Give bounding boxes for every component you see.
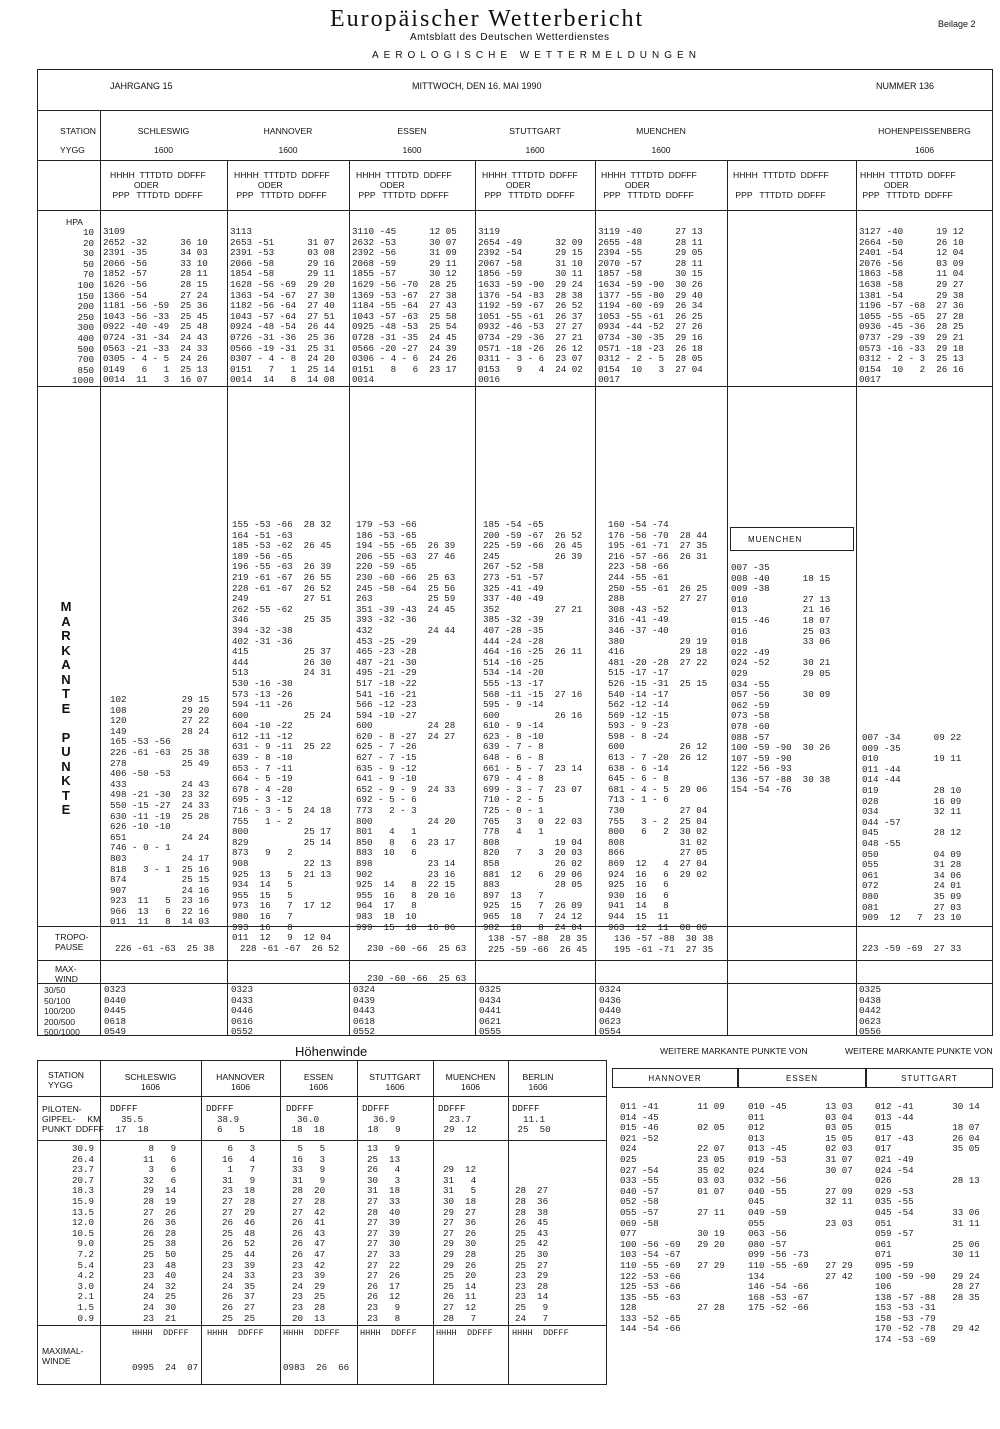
further-points-label-1: WEITERE MARKANTE PUNKTE VON <box>660 1046 808 1056</box>
column-header: HHHH TTTDTD DDFFF ODER PPP TTTDTD DDFFF <box>860 170 956 200</box>
tropopause-label: TROPO- PAUSE <box>55 932 89 952</box>
tropo-hohenpeissenberg: 223 -59 -69 27 33 <box>862 943 962 954</box>
lower-station-stuttgart: STUTTGART 1606 <box>369 1072 421 1092</box>
footer-head: HHHH DDFFF <box>436 1328 493 1338</box>
tropo-stuttgart: 138 -57 -88 28 35 225 -59 -66 26 45 <box>488 933 588 955</box>
column-header: HHHH TTTDTD DDFFF ODER PPP TTTDTD DDFFF <box>482 170 578 200</box>
winds-stuttgart: 13 9 25 13 26 4 30 3 31 18 27 33 28 40 27 39 27 39 27 30 27 33 27 22 27 26 26 17 26 12 23 9 23 8 <box>367 1143 401 1324</box>
tropo-muenchen: 136 -57 -88 30 38 195 -61 -71 27 35 <box>614 933 714 955</box>
pilot-schleswig: DDFFF 35.5 17 18 <box>110 1103 149 1136</box>
pilot-stuttgart: DDFFF 36.9 18 9 <box>362 1103 401 1136</box>
data-hannover: 3113 2653 -51 31 07 2391 -53 03 08 2066 -58 29 16 1854 -58 29 11 1628 -56 -69 29 20 1363 -54 -67 27 30 1182 -56 -64 27 40 1043 -57 -64 27 51 0924 -48 -54 26 44 0726 -31 -36 25 36 0566 -19 -31 25 31 0307 - 4 - 8 24 20 0151 7 1 25 14 0014 14 8 14 08 <box>230 226 335 386</box>
footer-head: HHHH DDFFF <box>207 1328 264 1338</box>
volume-label: JAHRGANG 15 <box>110 81 173 91</box>
date-label: MITTWOCH, DEN 16. MAI 1990 <box>412 81 542 91</box>
markante-hohenpeissenberg: 007 -34 09 22 009 -35 010 19 11 011 -44 014 -44 019 28 10 028 16 09 034 32 11 044 -57 045 28 12 048 -55 050 04 09 055 31 28 061 34 06 072 24 01 080 35 09 081 27 03 909 12 7 23 10 <box>862 732 962 924</box>
further-points-label-2: WEITERE MARKANTE PUNKTE VON <box>845 1046 993 1056</box>
markante-stuttgart: 185 -54 -65 200 -59 -67 26 52 225 -59 -66 26 45 245 26 39 267 -52 -58 273 -51 -57 325 -41 -49 337 -40 -49 352 27 21 385 -32 -39 407 -28 -35 444 -24 -28 464 -16 -25 26 11 514 -16 -25 534 -14 -20 555 -13 -17 568 -11 -15 27 16 595 - 9 -14 600 26 16 610 - 9 -14 623 - 8 -10 639 - 7 - 8 648 - 6 - 8 661 - 5 - 7 23 14 679 - 4 - 8 699 - 3 - 7 23 07 710 - 2 - 5 725 - 0 - 1 765 3 0 22 03 778 4 1 808 19 04 820 7 3 20 03 858 26 02 881 12 6 29 06 883 28 05 897 13 7 925 15 7 26 09 965 18 7 24 12 982 18 8 24 04 <box>483 519 583 933</box>
markante-schleswig: 102 29 15 108 29 20 120 27 22 149 28 24 165 -53 -56 226 -61 -63 25 38 278 25 49 406 -50 -53 433 24 43 498 -21 -30 23 32 550 -15 -27 24 33 630 -11 -19 25 28 626 -10 -10 651 24 24 746 - 0 - 1 803 24 17 818 3 - 1 25 16 874 25 15 907 24 16 923 11 5 23 16 966 13 6 22 16 011 11 8 14 03 <box>110 694 210 928</box>
page-title: Europäischer Wetterbericht <box>330 6 645 32</box>
station-essen: ESSEN 1600 <box>397 126 427 155</box>
layer-levels: 30/50 50/100 100/200 200/500 500/1000 <box>44 985 80 1038</box>
hpa-label: HPA <box>66 217 84 227</box>
lower-station-schleswig: SCHLESWIG 1606 <box>124 1072 177 1092</box>
further-essen-title: ESSEN <box>785 1074 819 1083</box>
markante-punkte-label: M A R K A N T E P U N K T E <box>60 599 72 817</box>
layers-muenchen: 0324 0436 0440 0623 0554 <box>599 984 622 1038</box>
station-hannover: HANNOVER 1600 <box>263 126 313 155</box>
layers-hannover: 0323 0433 0446 0616 0552 <box>231 984 254 1038</box>
station-stuttgart: STUTTGART 1600 <box>509 126 561 155</box>
footer-head: HHHH DDFFF <box>132 1328 189 1338</box>
data-schleswig: 3109 2652 -32 36 10 2391 -35 34 03 2066 -56 33 10 1852 -57 28 11 1626 -56 28 15 1366 -54 27 24 1181 -56 -59 25 36 1043 -56 -33 25 45 0922 -40 -49 25 48 0724 -31 -34 24 43 0563 -21 -33 24 33 0305 - 4 - 5 24 26 0149 6 1 25 13 0014 11 3 16 07 <box>103 226 208 386</box>
layers-stuttgart: 0325 0434 0441 0621 0555 <box>479 984 502 1038</box>
station-hohenpeissenberg: HOHENPEISSENBERG 1606 <box>878 126 971 155</box>
pilot-hannover: DDFFF 38.9 6 5 <box>206 1103 245 1136</box>
further-stuttgart-data: 012 -41 30 14 013 -44 015 18 07 017 -43 26 04 017 35 05 021 -49 024 -54 026 28 13 029 -53 035 -55 045 -54 33 06 051 31 11 059 -57 061 25 06 071 30 11 095 -59 100 -59 -90 29 24 106 28 27 138 -57 -88 28 35 153 -53 -31 158 -53 -79 170 -52 -78 29 42 174 -53 -69 <box>875 1101 980 1346</box>
footer-head: HHHH DDFFF <box>512 1328 569 1338</box>
hoehenwinde-title: Höhenwinde <box>295 1044 368 1059</box>
pilot-berlin: DDFFF 11.1 25 50 <box>512 1103 551 1136</box>
data-stuttgart: 3119 2654 -49 32 09 2392 -54 29 15 2067 -58 31 10 1856 -59 30 11 1633 -59 -90 29 24 1376 -54 -83 28 38 1192 -59 -67 26 52 1051 -55 -61 26 37 0932 -46 -53 27 27 0734 -29 -36 27 21 0571 -18 -26 26 12 0311 - 3 - 6 23 07 0153 9 4 24 02 0016 <box>478 226 583 386</box>
winds-berlin: 28 27 28 36 28 38 26 45 25 43 25 42 25 30 25 27 23 29 23 28 23 14 25 9 24 7 <box>515 1185 549 1324</box>
further-essen-data: 010 -45 13 03 011 03 04 012 03 05 013 15 05 013 -45 02 03 019 -53 31 07 024 30 07 032 -56 040 -55 27 09 045 32 11 049 -59 055 23 03 063 -56 080 -57 099 -56 -73 110 -55 -69 27 29 134 27 42 146 -54 -66 168 -53 -67 175 -52 -66 <box>748 1101 853 1314</box>
pilot-label: PILOTEN- GIPFEL- KM PUNKT DDFFF <box>42 1104 104 1134</box>
maxwinde-schleswig: 0995 24 07 <box>132 1362 199 1373</box>
footer-head: HHHH DDFFF <box>283 1328 340 1338</box>
page-subtitle: Amtsblatt des Deutschen Wetterdienstes <box>410 32 610 43</box>
tropo-schleswig: 226 -61 -63 25 38 <box>115 943 215 954</box>
station-schleswig: SCHLESWIG 1600 <box>137 126 190 155</box>
markante-essen: 179 -53 -66 186 -53 -65 194 -55 -65 26 39 206 -55 -63 27 46 220 -59 -65 230 -60 -66 25 63 245 -58 -64 25 56 263 25 59 351 -39 -43 24 45 393 -32 -36 432 24 44 453 -25 -29 465 -23 -28 487 -21 -30 495 -21 -29 517 -18 -22 541 -16 -21 566 -12 -23 594 -10 -27 600 24 28 620 - 8 -27 24 27 625 - 7 -26 627 - 7 -15 635 - 9 -12 641 - 9 -10 652 - 9 - 9 24 33 692 - 5 - 6 773 2 - 3 800 24 20 801 4 1 850 8 6 23 17 883 10 6 898 23 14 902 23 16 925 14 8 22 15 955 16 8 20 16 964 17 8 983 18 10 999 15 10 16 06 <box>356 519 456 933</box>
markante-muenchen: 160 -54 -74 176 -56 -70 28 44 195 -61 -71 27 35 216 -57 -66 26 31 223 -58 -66 244 -55 -61 250 -55 -61 26 25 288 27 27 308 -43 -52 316 -41 -49 346 -37 -40 380 29 19 416 29 18 481 -20 -28 27 22 515 -17 -17 526 -15 -31 25 15 540 -14 -17 562 -12 -14 569 -12 -15 593 - 9 -23 598 - 8 -24 600 26 12 613 - 7 -20 26 12 638 - 6 -14 645 - 6 - 8 681 - 4 - 5 29 06 713 - 1 - 6 730 27 04 755 3 - 2 25 04 800 6 2 30 02 808 31 02 866 27 05 869 12 4 27 04 924 16 6 29 02 925 16 6 930 16 6 941 14 8 944 15 11 963 12 11 00 00 <box>608 519 708 933</box>
height-levels: 30.9 26.4 23.7 20.7 18.3 15.9 13.5 12.0 10.5 9.0 7.2 5.4 4.2 3.0 2.1 1.5 0.9 <box>71 1143 94 1324</box>
yygg-label: YYGG <box>60 145 85 155</box>
column-header: HHHH TTTDTD DDFFF ODER PPP TTTDTD DDFFF <box>234 170 330 200</box>
section-title: AEROLOGISCHE WETTERMELDUNGEN <box>372 50 701 61</box>
lower-station-berlin: BERLIN 1606 <box>522 1072 554 1092</box>
lower-station-label: STATION YYGG <box>48 1070 84 1090</box>
winds-muenchen: 29 12 31 4 31 5 30 18 29 27 27 36 27 26 29 30 29 28 29 26 25 20 25 14 26 11 27 12 28 7 <box>443 1164 477 1324</box>
supplement-label: Beilage 2 <box>938 19 976 29</box>
winds-schleswig: 8 9 11 6 3 6 32 6 29 14 28 19 27 26 26 36 26 28 25 38 25 50 23 48 23 40 24 32 24 25 24 30 23 21 <box>143 1143 177 1324</box>
column-header: HHHH TTTDTD DDFFF ODER PPP TTTDTD DDFFF <box>356 170 452 200</box>
data-muenchen: 3119 -40 27 13 2655 -48 28 11 2394 -55 29 05 2070 -57 28 11 1857 -58 30 15 1634 -59 -90 30 26 1377 -55 -80 29 40 1194 -60 -69 26 34 1053 -55 -61 26 25 0934 -44 -52 27 26 0734 -30 -35 29 16 0571 -18 -23 26 18 0312 - 2 - 5 28 05 0154 10 3 27 04 0017 <box>598 226 703 386</box>
muenchen-sublabel: MUENCHEN <box>748 535 803 544</box>
footer-head: HHHH DDFFF <box>360 1328 417 1338</box>
markante-muenchen-2: 007 -35 008 -40 18 15 009 -38 010 27 13 013 21 16 015 -46 18 07 016 25 03 018 33 06 022 -49 024 -52 30 21 029 29 05 034 -55 057 -56 30 09 062 -59 073 -58 078 -60 088 -57 100 -59 -90 30 26 107 -59 -90 122 -56 -93 136 -57 -88 30 38 154 -54 -76 <box>731 562 831 796</box>
layers-hohenpeissenberg: 0325 0438 0442 0623 0556 <box>859 984 882 1038</box>
maxwinde-label: MAXIMAL- WINDE <box>42 1346 84 1366</box>
number-label: NUMMER 136 <box>876 81 935 91</box>
markante-hannover: 155 -53 -66 28 32 164 -51 -63 185 -53 -62 26 45 189 -56 -65 196 -55 -63 26 39 219 -61 -67 26 55 228 -61 -67 26 52 249 27 51 262 -55 -62 346 25 35 394 -32 -38 402 -31 -36 415 25 37 444 26 30 513 24 31 530 -16 -30 573 -13 -26 594 -11 -26 600 25 24 604 -10 -22 612 -11 -12 631 - 9 -11 25 22 639 - 8 -10 653 - 7 -11 664 - 5 -19 678 - 4 -20 695 - 3 -12 716 - 3 - 5 24 18 755 1 - 2 800 25 17 829 25 14 873 9 2 908 22 13 925 13 5 21 13 934 14 5 955 15 5 973 16 7 17 12 980 16 7 993 16 8 011 12 9 12 04 <box>232 519 332 944</box>
column-header: HHHH TTTDTD DDFFF ODER PPP TTTDTD DDFFF <box>601 170 697 200</box>
tropo-essen: 230 -60 -66 25 63 <box>367 943 467 954</box>
maxwinde-hannover: 0983 26 66 <box>283 1362 350 1373</box>
pilot-essen: DDFFF 36.0 18 18 <box>286 1103 325 1136</box>
column-header: HHHH TTTDTD DDFFF PPP TTTDTD DDFFF <box>733 170 829 200</box>
data-essen: 3110 -45 12 05 2632 -53 30 07 2392 -56 31 09 2068 -59 29 11 1855 -57 30 12 1629 -56 -70 28 25 1369 -53 -67 27 38 1184 -55 -64 27 43 1043 -57 -63 25 58 0925 -48 -53 25 54 0728 -31 -35 24 45 0566 -20 -27 24 39 0306 - 4 - 6 24 26 0151 8 6 23 17 0014 <box>352 226 457 386</box>
layers-essen: 0324 0439 0443 0618 0552 <box>353 984 376 1038</box>
further-hannover-data: 011 -41 11 09 014 -45 015 -46 02 05 021 -52 024 22 07 025 23 05 027 -54 35 02 033 -55 03 03 040 -57 01 07 052 -58 055 -57 27 11 069 -58 077 30 19 100 -56 -69 29 20 103 -54 -67 110 -55 -69 27 29 122 -53 -66 125 -53 -66 135 -55 -63 128 27 28 133 -52 -65 144 -54 -66 <box>620 1101 725 1335</box>
maxwind-label: MAX- WIND <box>55 964 78 984</box>
layers-schleswig: 0323 0440 0445 0618 0549 <box>104 984 127 1038</box>
tropo-hannover: 228 -61 -67 26 52 <box>240 943 340 954</box>
pilot-muenchen: DDFFF 23.7 29 12 <box>438 1103 477 1136</box>
winds-essen: 5 5 16 3 33 9 31 9 28 20 27 28 27 42 26 41 26 43 26 47 26 47 23 42 23 39 24 29 23 25 23 28 20 13 <box>292 1143 326 1324</box>
station-label: STATION <box>60 126 96 136</box>
data-hohenpeissenberg: 3127 -40 19 12 2664 -50 26 10 2401 -54 12 04 2076 -56 03 09 1863 -58 11 04 1638 -58 29 27 1381 -54 29 38 1196 -57 -68 27 36 1055 -55 -65 27 28 0936 -45 -36 28 25 0737 -29 -39 29 21 0573 -16 -33 29 18 0312 - 2 - 3 25 13 0154 10 2 26 16 0017 <box>859 226 964 386</box>
lower-station-essen: ESSEN 1606 <box>303 1072 334 1092</box>
winds-hannover: 6 3 16 4 1 7 31 9 23 18 27 28 27 29 26 46 25 48 26 52 25 44 23 39 24 33 24 35 26 37 26 27 25 25 <box>222 1143 256 1324</box>
further-hannover-title: HANNOVER <box>648 1074 702 1083</box>
lower-station-muenchen: MUENCHEN 1606 <box>445 1072 496 1092</box>
further-stuttgart-title: STUTTGART <box>901 1074 958 1083</box>
lower-station-hannover: HANNOVER 1606 <box>216 1072 265 1092</box>
column-header: HHHH TTTDTD DDFFF ODER PPP TTTDTD DDFFF <box>110 170 206 200</box>
maxwind-essen: 230 -60 -66 25 63 <box>367 973 467 984</box>
station-muenchen: MUENCHEN 1600 <box>636 126 686 155</box>
pressure-levels: 10 20 30 50 70 100 150 200 250 300 400 500 700 850 1000 <box>71 227 94 387</box>
